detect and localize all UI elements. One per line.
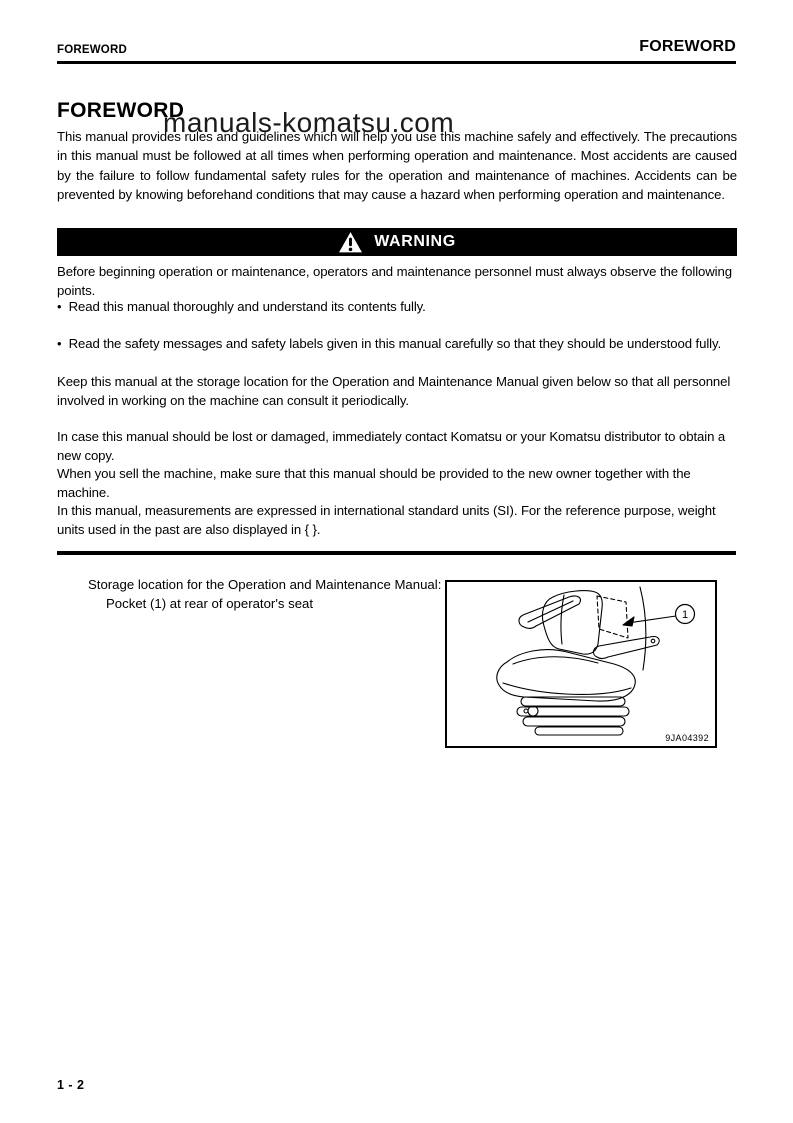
page-title: FOREWORD <box>57 99 185 122</box>
bullet-icon: • <box>57 299 62 314</box>
warning-triangle-icon <box>338 231 363 254</box>
paragraph-keep-manual: Keep this manual at the storage location for the Operation and Maintenance Manual given below so that all personnel involved in working on the machine can consult it periodically. <box>57 374 731 409</box>
figure-code: 9JA04392 <box>665 733 709 743</box>
list-item <box>57 334 737 353</box>
warning-intro: Before beginning operation or maintenance, operators and maintenance personnel must always observe the following points. <box>57 264 732 299</box>
warning-label: WARNING <box>374 233 456 250</box>
warning-banner <box>57 228 737 256</box>
watermark-text: manuals-komatsu.com <box>163 107 455 138</box>
seat-illustration <box>447 582 715 746</box>
bullet-text: Read the safety messages and safety labels given in this manual carefully so that they should be understood fully. <box>68 336 722 351</box>
list-item <box>57 297 737 316</box>
callout-number: 1 <box>681 609 689 621</box>
paragraph-lost-damaged: In case this manual should be lost or damaged, immediately contact Komatsu or your Komatsu distributor to obtain a new copy. <box>57 429 726 464</box>
bullet-icon: • <box>57 336 62 351</box>
figure-box <box>445 580 717 748</box>
intro-paragraph: This manual provides rules and guidelines which will help you use this machine safely and effectively. The precautions in this manual must be followed at all times when performing operation and maintenance. Most accidents are caused by the failure to follow fundamental safety rules for the operation and maintenance of machines. Accidents can be prevented by knowing beforehand conditions that may cause a hazard when performing operation and maintenance. <box>57 129 737 202</box>
header-left-label: FOREWORD <box>57 44 127 56</box>
section-divider <box>57 551 736 555</box>
header-right-label: FOREWORD <box>639 38 736 55</box>
paragraph-units: In this manual, measurements are expressed in international standard units (SI). For the reference purpose, weight units used in the past are also displayed in { }. <box>57 503 716 538</box>
figure-callout-1 <box>676 605 695 624</box>
storage-location-line: Storage location for the Operation and Maintenance Manual: <box>88 577 442 592</box>
paragraph-sell-machine: When you sell the machine, make sure that this manual should be provided to the new owner together with the machine. <box>57 466 691 501</box>
bullet-text: Read this manual thoroughly and understand its contents fully. <box>68 299 426 314</box>
page-header <box>57 38 736 64</box>
page-number: 1 - 2 <box>57 1078 85 1092</box>
storage-pocket-line: Pocket (1) at rear of operator's seat <box>106 596 314 611</box>
